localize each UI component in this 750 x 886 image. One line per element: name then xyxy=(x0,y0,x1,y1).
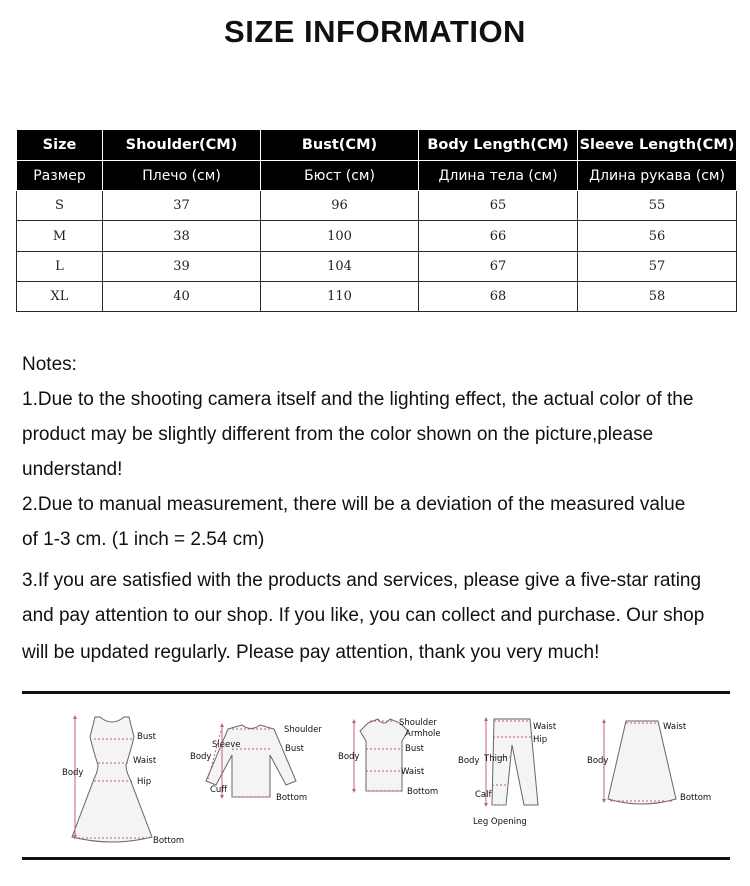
pants-thigh-label: Thigh xyxy=(484,754,508,764)
measurement-diagrams xyxy=(0,705,750,855)
table-cell: 37 xyxy=(103,191,261,221)
sweater-diagram xyxy=(190,725,322,803)
table-row xyxy=(17,221,737,251)
top-body-label: Body xyxy=(338,752,360,762)
table-row xyxy=(17,251,737,281)
table-cell: M xyxy=(17,221,103,251)
dress-bust-label: Bust xyxy=(137,732,156,742)
header-cell: Sleeve Length(CM) xyxy=(578,130,737,161)
table-cell: 110 xyxy=(261,281,419,311)
table-cell: 100 xyxy=(261,221,419,251)
dress-hip-label: Hip xyxy=(137,777,152,787)
pants-body-label: Body xyxy=(458,756,480,766)
dress-body-label: Body xyxy=(62,768,84,778)
table-cell: 66 xyxy=(419,221,578,251)
pants-leg-opening-label: Leg Opening xyxy=(473,817,527,827)
header-cell: Body Length(CM) xyxy=(419,130,578,161)
top-bust-label: Bust xyxy=(405,744,424,754)
header-cell: Плечо (см) xyxy=(103,161,261,191)
sweater-bottom-label: Bottom xyxy=(276,793,308,803)
skirt-waist-label: Waist xyxy=(663,722,687,732)
sweater-sleeve-label: Sleeve xyxy=(212,740,241,750)
pants-hip-label: Hip xyxy=(533,735,548,745)
skirt-body-label: Body xyxy=(587,756,609,766)
header-cell: Bust(CM) xyxy=(261,130,419,161)
sweater-cuff-label: Cuff xyxy=(210,785,228,795)
table-cell: 57 xyxy=(578,251,737,281)
table-cell: 65 xyxy=(419,191,578,221)
table-cell: S xyxy=(17,191,103,221)
note-line: of 1-3 cm. (1 inch = 2.54 cm) xyxy=(22,529,265,550)
table-cell: 67 xyxy=(419,251,578,281)
note-line: and pay attention to our shop. If you like, you can collect and purchase. Our shop xyxy=(22,605,705,626)
note-line: 3.If you are satisfied with the products and services, please give a five-star rating xyxy=(22,570,702,591)
table-header-en xyxy=(17,130,737,161)
dress-waist-label: Waist xyxy=(133,756,157,766)
table-cell: 38 xyxy=(103,221,261,251)
size-table xyxy=(16,129,737,312)
note-line: 1.Due to the shooting camera itself and the lighting effect, the actual color of the xyxy=(22,389,694,410)
diagrams-svg xyxy=(0,705,750,855)
sweater-shoulder-label: Shoulder xyxy=(284,725,322,735)
table-cell: 68 xyxy=(419,281,578,311)
note-line: product may be slightly different from the color shown on the picture,please xyxy=(22,424,654,445)
table-cell: 58 xyxy=(578,281,737,311)
table-cell: 56 xyxy=(578,221,737,251)
sweater-bust-label: Bust xyxy=(285,744,304,754)
note-line: will be updated regularly. Please pay attention, thank you very much! xyxy=(22,642,600,663)
pants-calf-label: Calf xyxy=(475,790,492,800)
skirt-diagram xyxy=(587,721,711,804)
table-row xyxy=(17,281,737,311)
table-cell: 96 xyxy=(261,191,419,221)
notes-heading: Notes: xyxy=(22,354,77,375)
note-line: 2.Due to manual measurement, there will be a deviation of the measured value xyxy=(22,494,686,515)
pants-diagram xyxy=(458,719,557,827)
table-cell: L xyxy=(17,251,103,281)
top-shoulder-label: Shoulder xyxy=(399,718,437,728)
pants-waist-label: Waist xyxy=(533,722,557,732)
table-header-ru xyxy=(17,161,737,191)
header-cell: Бюст (см) xyxy=(261,161,419,191)
header-cell: Shoulder(CM) xyxy=(103,130,261,161)
table-cell: 39 xyxy=(103,251,261,281)
page-title: SIZE INFORMATION xyxy=(224,14,526,49)
table-cell: XL xyxy=(17,281,103,311)
divider-bottom xyxy=(22,857,730,860)
table-row xyxy=(17,191,737,221)
dress-bottom-label: Bottom xyxy=(153,836,185,846)
header-cell: Длина тела (см) xyxy=(419,161,578,191)
header-cell: Размер xyxy=(17,161,103,191)
table-cell: 40 xyxy=(103,281,261,311)
table-cell: 104 xyxy=(261,251,419,281)
table-cell: 55 xyxy=(578,191,737,221)
header-cell: Size xyxy=(17,130,103,161)
skirt-bottom-label: Bottom xyxy=(680,793,712,803)
header-cell: Длина рукава (см) xyxy=(578,161,737,191)
top-bottom-label: Bottom xyxy=(407,787,439,797)
sweater-body-label: Body xyxy=(190,752,212,762)
top-armhole-label: Armhole xyxy=(405,729,441,739)
divider-top xyxy=(22,691,730,694)
top-diagram xyxy=(338,718,441,797)
dress-diagram xyxy=(62,717,184,846)
note-line: understand! xyxy=(22,459,123,480)
top-waist-label: Waist xyxy=(401,767,425,777)
